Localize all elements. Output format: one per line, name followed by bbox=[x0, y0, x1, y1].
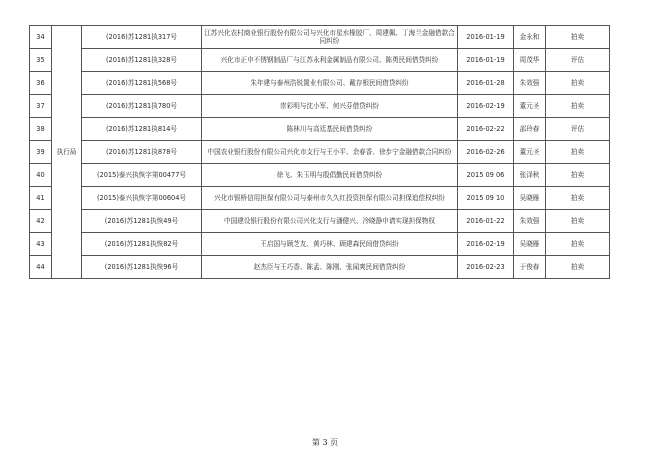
case-number-cell: (2016)苏1281执568号 bbox=[82, 72, 202, 95]
officer-cell: 朱效强 bbox=[514, 72, 546, 95]
case-table bbox=[29, 25, 610, 279]
table-row bbox=[30, 164, 610, 187]
case-number-cell: (2016)苏1281执恢96号 bbox=[82, 256, 202, 279]
parties-cell: 中国农业银行股份有限公司兴化市支行与王小平、余春香、徐步宁金融借款合同纠纷 bbox=[202, 141, 458, 164]
date-cell: 2016-02-22 bbox=[458, 118, 514, 141]
table-row bbox=[30, 256, 610, 279]
officer-cell: 朱效强 bbox=[514, 210, 546, 233]
row-number-cell: 42 bbox=[30, 210, 52, 233]
parties-cell: 兴化市正申不锈钢制品厂与江苏永利金属制品有限公司、陈勇民间借贷纠纷 bbox=[202, 49, 458, 72]
case-number-cell: (2016)苏1281执恢82号 bbox=[82, 233, 202, 256]
officer-cell: 吴晓雁 bbox=[514, 233, 546, 256]
parties-cell: 江苏兴化农村商业银行股份有限公司与兴化市星水橡胶厂、周建佩、丁海兰金融借款合同纠纷 bbox=[202, 26, 458, 49]
date-cell: 2016-02-19 bbox=[458, 95, 514, 118]
date-cell: 2016-02-19 bbox=[458, 233, 514, 256]
case-number-cell: (2015)泰兴执恢字第00477号 bbox=[82, 164, 202, 187]
case-number-cell: (2016)苏1281执317号 bbox=[82, 26, 202, 49]
method-cell: 拍卖 bbox=[546, 256, 610, 279]
row-number-cell: 40 bbox=[30, 164, 52, 187]
parties-cell: 徐飞、朱玉明与殷倡勤民间借贷纠纷 bbox=[202, 164, 458, 187]
method-cell: 评估 bbox=[546, 118, 610, 141]
case-number-cell: (2016)苏1281执780号 bbox=[82, 95, 202, 118]
case-number-cell: (2016)苏1281执恢49号 bbox=[82, 210, 202, 233]
row-number-cell: 39 bbox=[30, 141, 52, 164]
date-cell: 2016-01-19 bbox=[458, 49, 514, 72]
method-cell: 拍卖 bbox=[546, 187, 610, 210]
row-number-cell: 35 bbox=[30, 49, 52, 72]
parties-cell: 兴化市银桥信用担保有限公司与泰州市久久红投资担保有限公司担保追偿权纠纷 bbox=[202, 187, 458, 210]
date-cell: 2016-02-23 bbox=[458, 256, 514, 279]
method-cell: 评估 bbox=[546, 49, 610, 72]
row-number-cell: 38 bbox=[30, 118, 52, 141]
method-cell: 拍卖 bbox=[546, 26, 610, 49]
date-cell: 2016-01-22 bbox=[458, 210, 514, 233]
officer-cell: 张泽秋 bbox=[514, 164, 546, 187]
case-number-cell: (2016)苏1281执814号 bbox=[82, 118, 202, 141]
officer-cell: 董元圣 bbox=[514, 95, 546, 118]
parties-cell: 朱年建与泰州浩锐置业有限公司、戴存根民间借贷纠纷 bbox=[202, 72, 458, 95]
row-number-cell: 36 bbox=[30, 72, 52, 95]
date-cell: 2016-01-19 bbox=[458, 26, 514, 49]
parties-cell: 赵杰臣与王巧香、陈孟、陈刚、张闻爽民间借贷纠纷 bbox=[202, 256, 458, 279]
table-row bbox=[30, 141, 610, 164]
method-cell: 拍卖 bbox=[546, 72, 610, 95]
table-row bbox=[30, 95, 610, 118]
table-row bbox=[30, 118, 610, 141]
table-row bbox=[30, 210, 610, 233]
case-number-cell: (2016)苏1281执878号 bbox=[82, 141, 202, 164]
case-table-body bbox=[30, 26, 610, 279]
table-row bbox=[30, 187, 610, 210]
officer-cell: 于俊春 bbox=[514, 256, 546, 279]
officer-cell: 董元圣 bbox=[514, 141, 546, 164]
row-number-cell: 43 bbox=[30, 233, 52, 256]
department-cell: 执行局 bbox=[52, 26, 82, 279]
officer-cell: 吴晓雁 bbox=[514, 187, 546, 210]
officer-cell: 周茂华 bbox=[514, 49, 546, 72]
table-row bbox=[30, 49, 610, 72]
method-cell: 拍卖 bbox=[546, 95, 610, 118]
officer-cell: 邵玲春 bbox=[514, 118, 546, 141]
date-cell: 2015 09 06 bbox=[458, 164, 514, 187]
row-number-cell: 44 bbox=[30, 256, 52, 279]
parties-cell: 陈林川与高廷基民间借贷纠纷 bbox=[202, 118, 458, 141]
case-number-cell: (2016)苏1281执328号 bbox=[82, 49, 202, 72]
parties-cell: 王启国与顾芝友、黄巧林、顾建森民间借贷纠纷 bbox=[202, 233, 458, 256]
case-number-cell: (2015)泰兴执恢字第00604号 bbox=[82, 187, 202, 210]
table-row bbox=[30, 26, 610, 49]
method-cell: 拍卖 bbox=[546, 210, 610, 233]
row-number-cell: 41 bbox=[30, 187, 52, 210]
method-cell: 拍卖 bbox=[546, 233, 610, 256]
table-row bbox=[30, 72, 610, 95]
parties-cell: 崇彩明与沈小军、何兴芬借贷纠纷 bbox=[202, 95, 458, 118]
row-number-cell: 37 bbox=[30, 95, 52, 118]
row-number-cell: 34 bbox=[30, 26, 52, 49]
date-cell: 2015 09 10 bbox=[458, 187, 514, 210]
page-number: 第 3 页 bbox=[311, 438, 339, 447]
date-cell: 2016-02-26 bbox=[458, 141, 514, 164]
officer-cell: 金永和 bbox=[514, 26, 546, 49]
parties-cell: 中国建设银行股份有限公司兴化支行与潘健兴、冷晓静申请实现担保物权 bbox=[202, 210, 458, 233]
date-cell: 2016-01-28 bbox=[458, 72, 514, 95]
method-cell: 拍卖 bbox=[546, 141, 610, 164]
table-row bbox=[30, 233, 610, 256]
method-cell: 拍卖 bbox=[546, 164, 610, 187]
